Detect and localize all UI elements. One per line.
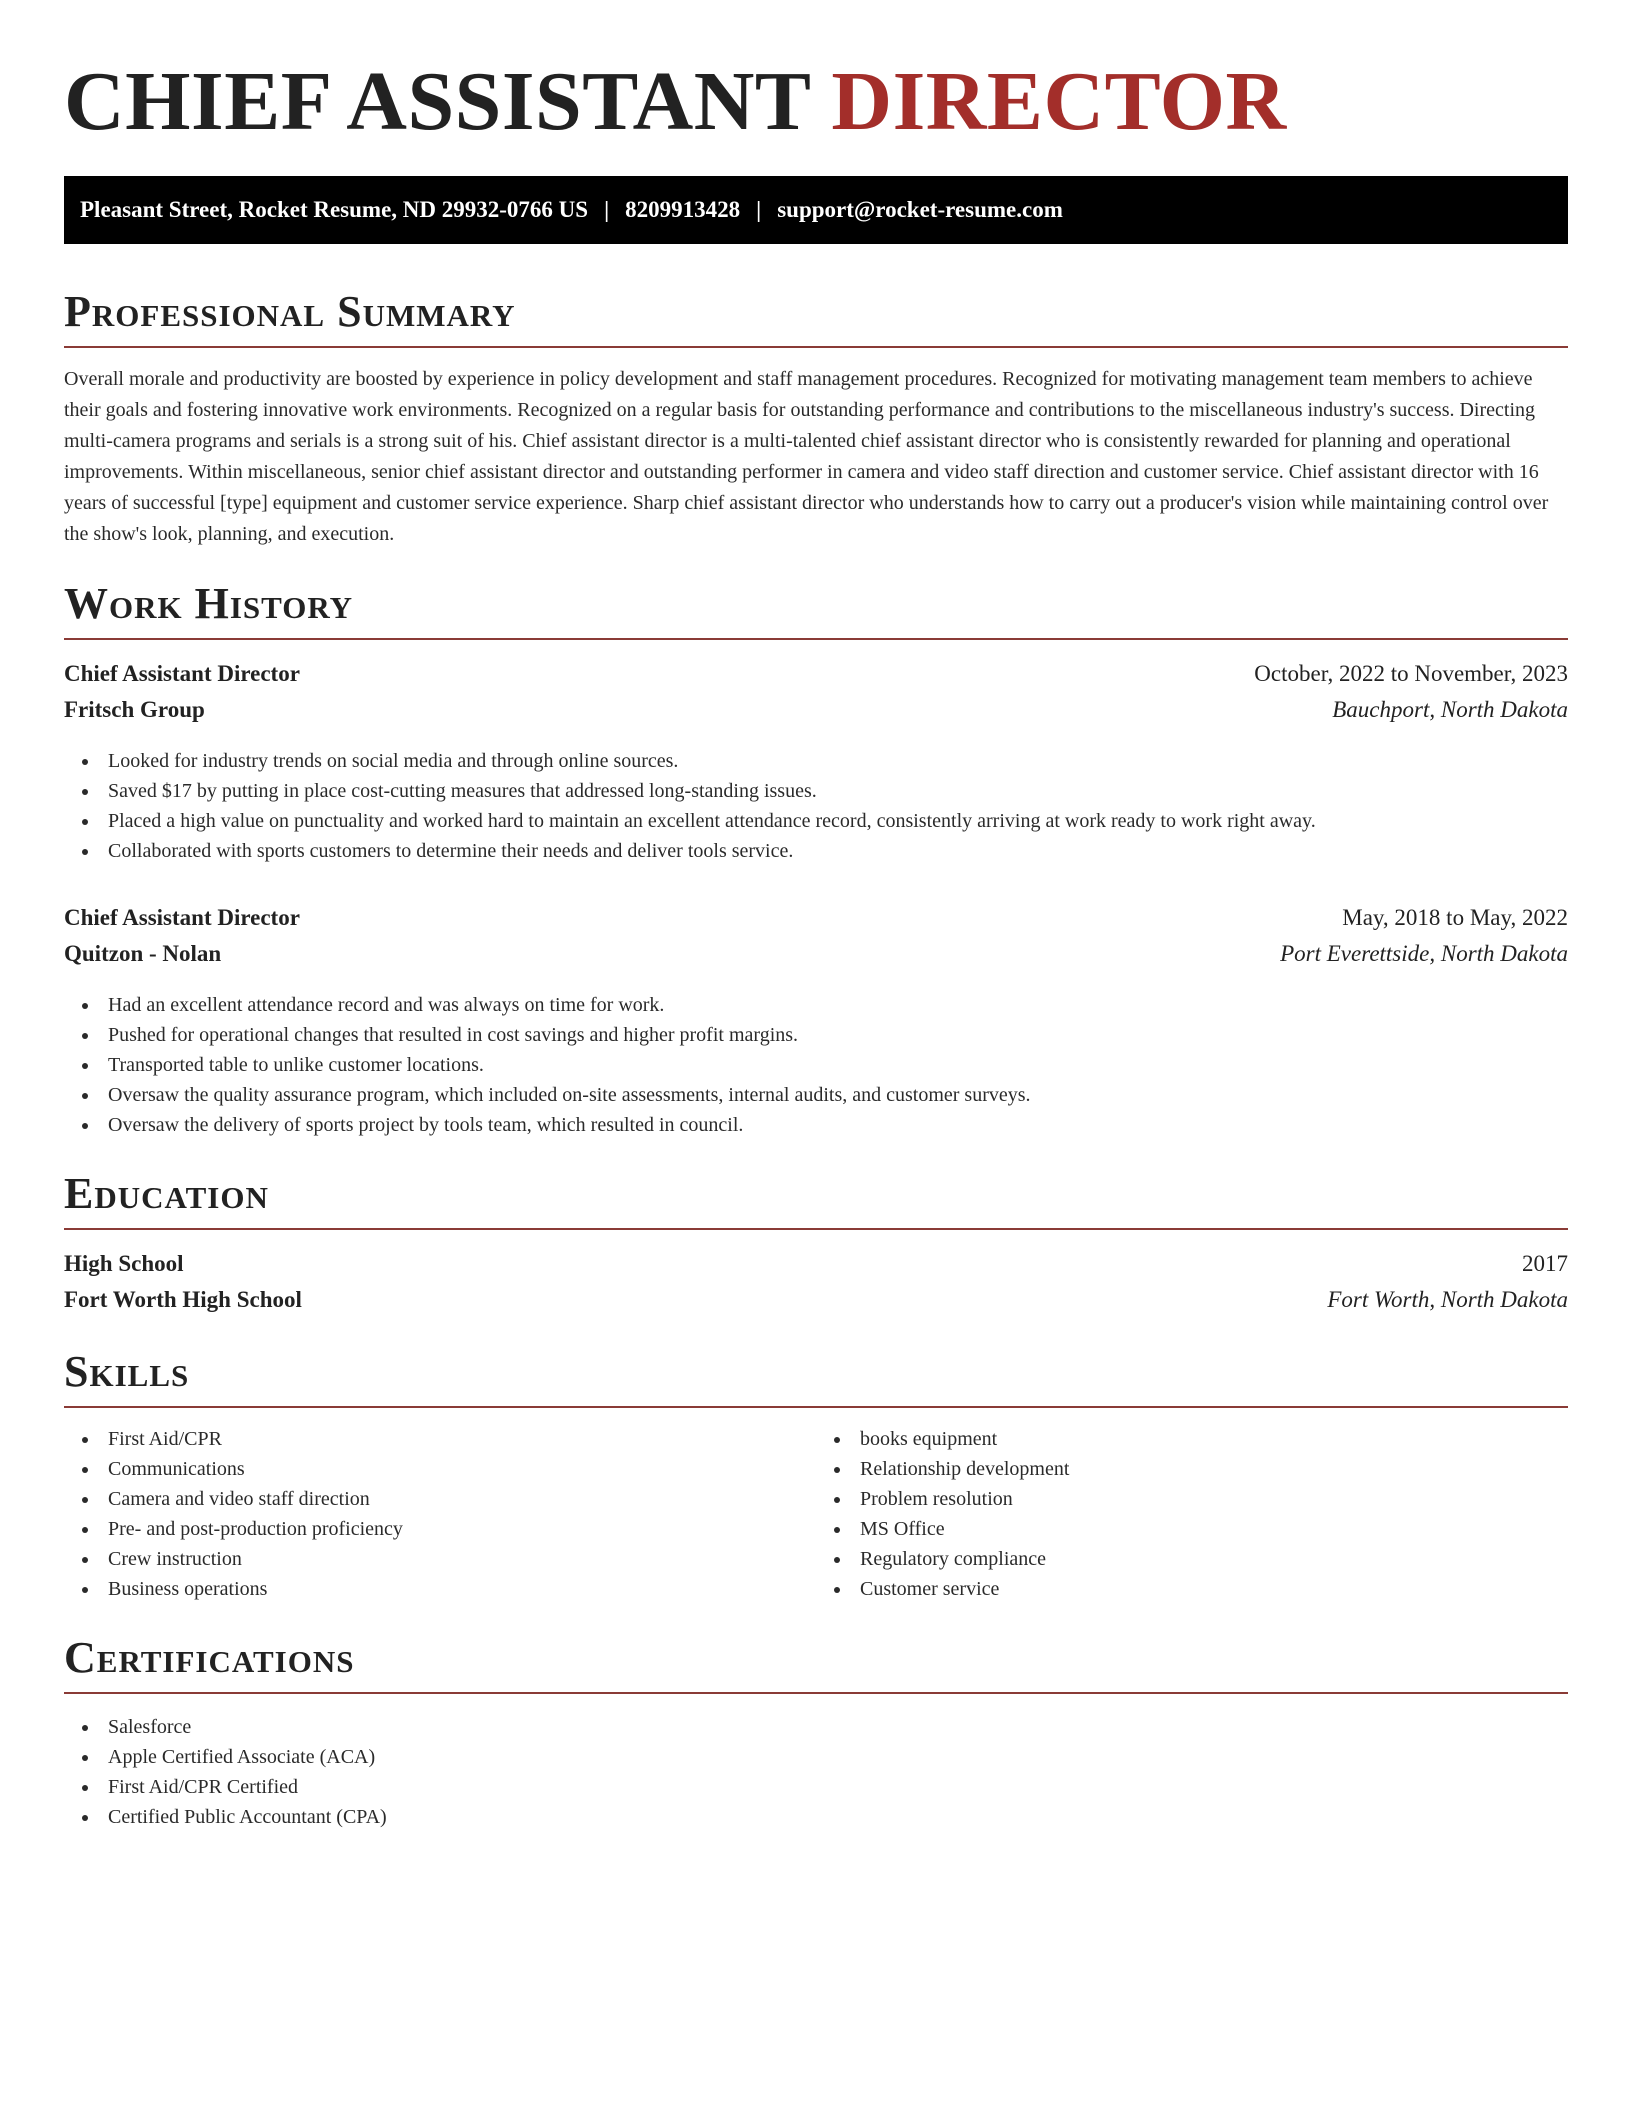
certification-item: Salesforce xyxy=(64,1712,1568,1742)
job-entry xyxy=(64,656,1568,866)
list-item: Oversaw the quality assurance program, which included on-site assessments, internal audits, and customer surveys. xyxy=(64,1080,1568,1110)
certification-item: Apple Certified Associate (ACA) xyxy=(64,1742,1568,1772)
certifications-list xyxy=(64,1712,1568,1832)
certifications-section xyxy=(64,1632,1568,1832)
skill-item: Relationship development xyxy=(816,1454,1568,1484)
list-item: Placed a high value on punctuality and worked hard to maintain an excellent attendance record, consistently arriving at work ready to work right away. xyxy=(64,806,1568,836)
education-degree: High School xyxy=(64,1251,184,1276)
job-dates: October, 2022 to November, 2023 xyxy=(1254,661,1568,686)
list-item: Saved $17 by putting in place cost-cutting measures that addressed long-standing issues. xyxy=(64,776,1568,806)
work-history-heading: Work History xyxy=(64,578,1568,640)
list-item: Collaborated with sports customers to determine their needs and deliver tools service. xyxy=(64,836,1568,866)
skill-item: Pre- and post-production proficiency xyxy=(64,1514,816,1544)
contact-phone: 8209913428 xyxy=(625,197,741,222)
skill-item: Customer service xyxy=(816,1574,1568,1604)
job-location: Bauchport, North Dakota xyxy=(1332,697,1568,722)
skill-item: MS Office xyxy=(816,1514,1568,1544)
skills-left-column xyxy=(64,1424,816,1604)
skill-item: Problem resolution xyxy=(816,1484,1568,1514)
skill-item: books equipment xyxy=(816,1424,1568,1454)
certification-item: Certified Public Accountant (CPA) xyxy=(64,1802,1568,1832)
contact-address: Pleasant Street, Rocket Resume, ND 29932-0766 US xyxy=(80,197,589,222)
education-year: 2017 xyxy=(1522,1251,1568,1276)
list-item: Transported table to unlike customer locations. xyxy=(64,1050,1568,1080)
skills-section xyxy=(64,1346,1568,1604)
list-item: Looked for industry trends on social media and through online sources. xyxy=(64,746,1568,776)
job-role: Chief Assistant Director xyxy=(64,905,300,930)
skill-item: First Aid/CPR xyxy=(64,1424,816,1454)
certification-item: First Aid/CPR Certified xyxy=(64,1772,1568,1802)
skill-item: Camera and video staff direction xyxy=(64,1484,816,1514)
certifications-heading: Certifications xyxy=(64,1632,1568,1694)
contact-email: support@rocket-resume.com xyxy=(777,197,1063,222)
job-bullets xyxy=(64,990,1568,1140)
job-company: Fritsch Group xyxy=(64,697,205,722)
skill-item: Crew instruction xyxy=(64,1544,816,1574)
skills-right-column xyxy=(816,1424,1568,1604)
education-school: Fort Worth High School xyxy=(64,1287,302,1312)
contact-bar xyxy=(64,176,1568,244)
resume-name xyxy=(64,56,1568,148)
list-item: Pushed for operational changes that resulted in cost savings and higher profit margins. xyxy=(64,1020,1568,1050)
contact-separator: | xyxy=(604,197,610,222)
education-entry xyxy=(64,1246,1568,1318)
job-role: Chief Assistant Director xyxy=(64,661,300,686)
job-bullets xyxy=(64,746,1568,866)
list-item: Had an excellent attendance record and was always on time for work. xyxy=(64,990,1568,1020)
name-part1: CHIEF ASSISTANT xyxy=(64,55,810,148)
work-history-section xyxy=(64,578,1568,1140)
skill-item: Regulatory compliance xyxy=(816,1544,1568,1574)
contact-separator: | xyxy=(756,197,762,222)
summary-text: Overall morale and productivity are boosted by experience in policy development and staff management procedures. Recognized for motivating management team members to achieve their goals and fostering innovative work environments. Recognized on a regular basis for outstanding performance and contributions to the miscellaneous industry's success. Directing multi-camera programs and serials is a strong suit of his. Chief assistant director is a multi-talented chief assistant director who is consistently rewarded for planning and operational improvements. Within miscellaneous, senior chief assistant director and outstanding performer in camera and video staff direction and customer service. Chief assistant director with 16 years of successful [type] equipment and customer service experience. Sharp chief assistant director who understands how to carry out a producer's vision while maintaining control over the show's look, planning, and execution. xyxy=(64,368,1549,545)
job-entry xyxy=(64,900,1568,1140)
education-section xyxy=(64,1168,1568,1318)
list-item: Oversaw the delivery of sports project by tools team, which resulted in council. xyxy=(64,1110,1568,1140)
job-company: Quitzon - Nolan xyxy=(64,941,222,966)
skills-grid xyxy=(64,1424,1568,1604)
education-heading: Education xyxy=(64,1168,1568,1230)
skills-heading: Skills xyxy=(64,1346,1568,1408)
job-location: Port Everettside, North Dakota xyxy=(1280,941,1568,966)
skill-item: Communications xyxy=(64,1454,816,1484)
summary-heading: Professional Summary xyxy=(64,286,1568,348)
education-location: Fort Worth, North Dakota xyxy=(1327,1287,1568,1312)
name-part2: DIRECTOR xyxy=(831,55,1287,148)
job-dates: May, 2018 to May, 2022 xyxy=(1342,905,1568,930)
skill-item: Business operations xyxy=(64,1574,816,1604)
